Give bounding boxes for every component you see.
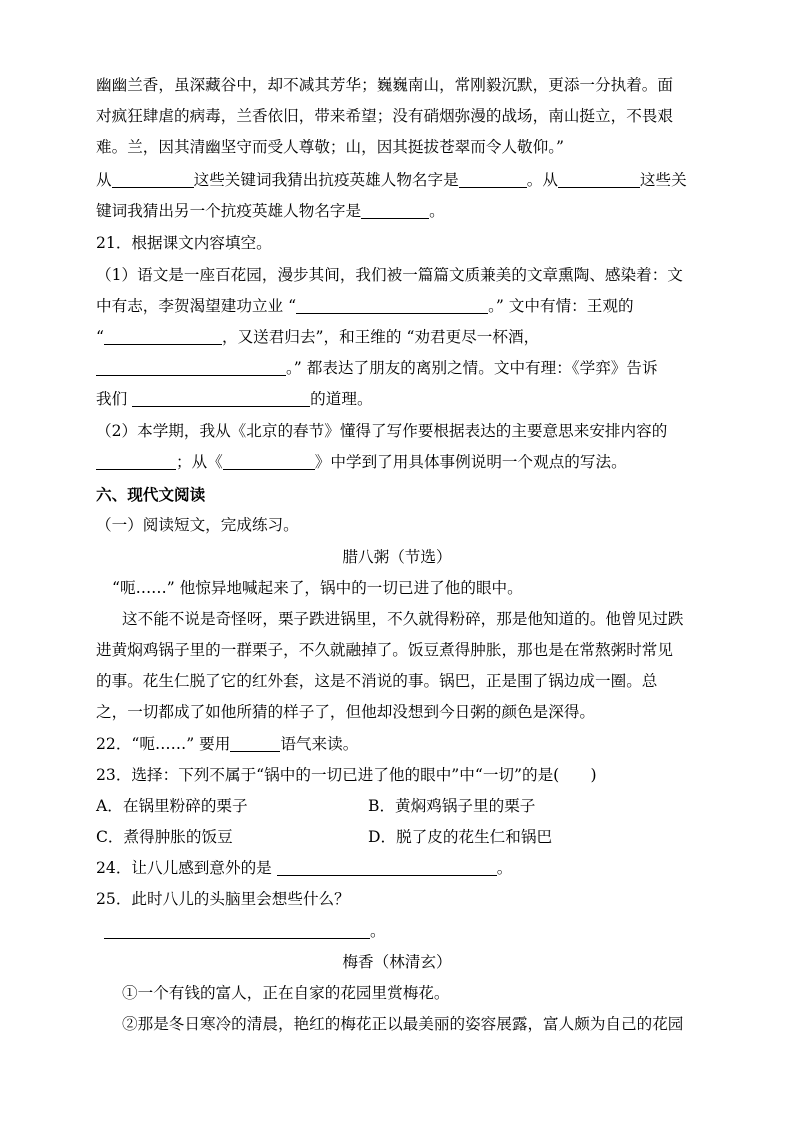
passage-1-line-2: 这不能不说是奇怪呀，栗子跌进锅里，不久就得粉碎，那是他知道的。他曾见过跌: [122, 610, 684, 628]
question-25: 25．此时八儿的头脑里会想些什么？: [96, 890, 350, 908]
answer-blank[interactable]: [361, 200, 429, 219]
q24-text: 24．让八儿感到意外的是: [96, 859, 277, 877]
answer-blank[interactable]: [96, 357, 286, 376]
passage-1-line-5: 之，一切都成了如他所猜的样子了，但他却没想到今日粥的颜色是深得。: [96, 703, 596, 721]
option-a[interactable]: A．在锅里粉碎的栗子: [96, 797, 248, 815]
q21-part2-line-1: （2）本学期，我从《北京的春节》懂得了写作要根据表达的主要意思来安排内容的: [96, 422, 668, 440]
q22-text: 语气来读。: [280, 735, 359, 753]
q25-text: 。: [370, 922, 386, 940]
q21-text: 的道理。: [310, 390, 373, 408]
answer-blank[interactable]: [104, 920, 370, 939]
section-6-title: 六、现代文阅读: [96, 485, 206, 504]
section-6-subtitle: （一）阅读短文，完成练习。: [96, 516, 299, 534]
answer-blank[interactable]: [223, 451, 315, 470]
q21-text: 我们: [96, 390, 133, 408]
option-c[interactable]: C．煮得肿胀的饭豆: [96, 828, 233, 846]
q20-text-d: 这些关: [639, 171, 687, 189]
q21-text: ；从《: [176, 453, 223, 471]
q21-part2-line-2: [96, 447, 698, 478]
question-23-options-row-2: [96, 822, 698, 853]
q20-text-b: 这些关键词我猜出抗疫英雄人物名字是: [193, 171, 459, 189]
answer-blank[interactable]: [558, 169, 640, 188]
question-20-line-2: [96, 196, 698, 227]
answer-blank[interactable]: [296, 295, 488, 314]
q21-text: “: [96, 328, 104, 346]
q21-text: 。” 都表达了朋友的离别之情。文中有理：《学弈》告诉: [286, 359, 658, 377]
answer-blank[interactable]: [132, 388, 310, 407]
q21-part1-line-2: [96, 291, 698, 322]
poem-line-1: 幽幽兰香，虽深藏谷中，却不减其芳华；巍巍南山，常刚毅沉默，更添一分执着。面: [96, 76, 673, 94]
passage-2-line-1: ①一个有钱的富人，正在自家的花园里赏梅花。: [122, 984, 450, 1002]
option-b[interactable]: B．黄焖鸡锅子里的栗子: [368, 797, 536, 815]
passage-1-line-1: “呃……” 他惊异地喊起来了，锅中的一切已进了他的眼中。: [112, 579, 523, 597]
passage-2-title: 梅香（林清玄）: [342, 953, 452, 971]
passage-2-line-2: ②那是冬日寒冷的清晨，艳红的梅花正以最美丽的姿容展露，富人颇为自己的花园: [122, 1015, 684, 1033]
q20-text-e: 键词我猜出另一个抗疫英雄人物名字是: [96, 202, 362, 220]
poem-line-3: 难。兰，因其清幽坚守而受人尊敬；山，因其挺拔苍翠而令人敬仰。”: [96, 138, 564, 156]
answer-blank[interactable]: [230, 733, 280, 752]
q21-text: ，又送君归去”，和王维的 “劝君更尽一杯酒，: [221, 328, 540, 346]
answer-blank[interactable]: [277, 857, 497, 876]
poem-line-2: 对疯狂肆虐的病毒，兰香依旧，带来希望；没有硝烟弥漫的战场，南山挺立，不畏艰: [96, 107, 673, 125]
q20-text-a: 从: [96, 171, 112, 189]
passage-1-line-3: 进黄焖鸡锅子里的一群栗子，不久就融掉了。饭豆煮得肿胀，那也是在常熬粥时常见: [96, 641, 673, 659]
answer-blank[interactable]: [459, 169, 527, 188]
answer-blank[interactable]: [104, 326, 222, 345]
q21-part1-line-5: [96, 384, 698, 415]
question-23-options-row-1: [96, 791, 698, 822]
option-d[interactable]: D．脱了皮的花生仁和锅巴: [368, 828, 553, 846]
question-22: [96, 729, 698, 760]
answer-blank[interactable]: [96, 451, 176, 470]
passage-1-title: 腊八粥（节选）: [342, 548, 452, 566]
question-20-line-1: [96, 165, 698, 196]
q21-part1-line-3: [96, 322, 698, 353]
q20-text-f: 。: [429, 202, 445, 220]
q20-text-c: 。从: [526, 171, 558, 189]
q21-text: 中有志，李贺渴望建功立业 “: [96, 297, 297, 315]
q21-part1-line-1: （1）语文是一座百花园，漫步其间，我们被一篇篇文质兼美的文章熏陶、感染着：文: [96, 266, 683, 284]
q24-text: 。: [496, 859, 513, 877]
answer-blank[interactable]: [112, 169, 194, 188]
question-21-heading: 21．根据课文内容填空。: [96, 234, 272, 252]
q22-text: 22．“呃……” 要用: [96, 735, 231, 753]
q21-text: 》中学到了用具体事例说明一个观点的写法。: [314, 453, 627, 471]
question-23-stem: 23．选择：下列不属于“锅中的一切已进了他的眼中”中“一切”的是( ): [96, 766, 597, 784]
q21-text: 。” 文中有情：王观的: [488, 297, 634, 315]
passage-1-line-4: 的事。花生仁脱了它的红外套，这是不消说的事。锅巴，正是围了锅边成一圈。总: [96, 672, 658, 690]
question-24: [96, 853, 698, 884]
question-25-answer-line: [96, 916, 698, 947]
q21-part1-line-4: [96, 353, 698, 384]
